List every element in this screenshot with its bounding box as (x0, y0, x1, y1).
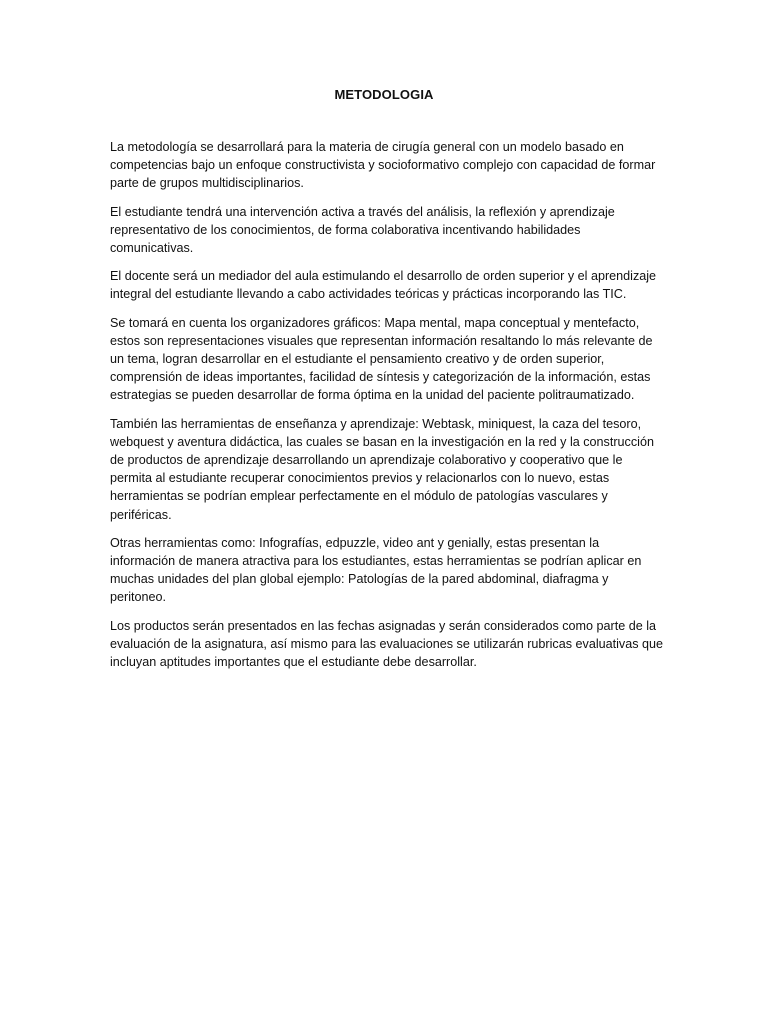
paragraph-6: Otras herramientas como: Infografías, edpuzzle, video ant y genially, estas presentan la información de manera atractiva para los estudiantes, estas herramientas se podrían aplicar en muchas unidades del plan global ejemplo: Patologías de la pared abdominal, diafragma y peritoneo. (110, 535, 642, 605)
document-body (110, 138, 665, 681)
paragraph-4: Se tomará en cuenta los organizadores gráficos: Mapa mental, mapa conceptual y mentefacto, estos son representaciones visuales que representan información resaltando lo más relevante de un tema, logran desarrollar en el estudiante el pensamiento creativo y de orden superior, comprensión de ideas importantes, facilidad de síntesis y categorización de la información, estas estrategias se pueden desarrollar de forma óptima en la unidad del paciente politraumatizado. (110, 315, 653, 403)
paragraph-3: El docente será un mediador del aula estimulando el desarrollo de orden superior y el aprendizaje integral del estudiante llevando a cabo actividades teóricas y prácticas incorporando las TIC. (110, 269, 657, 302)
paragraph-5: También las herramientas de enseñanza y aprendizaje: Webtask, miniquest, la caza del tesoro, webquest y aventura didáctica, las cuales se basan en la investigación en la red y la construcción de productos de aprendizaje desarrollando un aprendizaje colaborativo y cooperativo que le permita al estudiante recuperar conocimientos previos y relacionarlos con lo nuevo, estas herramientas se podrían emplear perfectamente en el módulo de patologías vasculares y periféricas. (110, 416, 654, 522)
paragraph-7: Los productos serán presentados en las fechas asignadas y serán considerados como parte de la evaluación de la asignatura, así mismo para las evaluaciones se utilizarán rubricas evaluativas que incluyan aptitudes importantes que el estudiante debe desarrollar. (110, 618, 664, 670)
document-title: METODOLOGIA (334, 87, 434, 102)
paragraph-2: El estudiante tendrá una intervención activa a través del análisis, la reflexión y aprendizaje representativo de los conocimientos, de forma colaborativa incentivando habilidades comunicativas. (110, 204, 615, 256)
paragraph-1: La metodología se desarrollará para la materia de cirugía general con un modelo basado en competencias bajo un enfoque constructivista y socioformativo complejo con capacidad de formar parte de grupos multidisciplinarios. (110, 140, 656, 191)
